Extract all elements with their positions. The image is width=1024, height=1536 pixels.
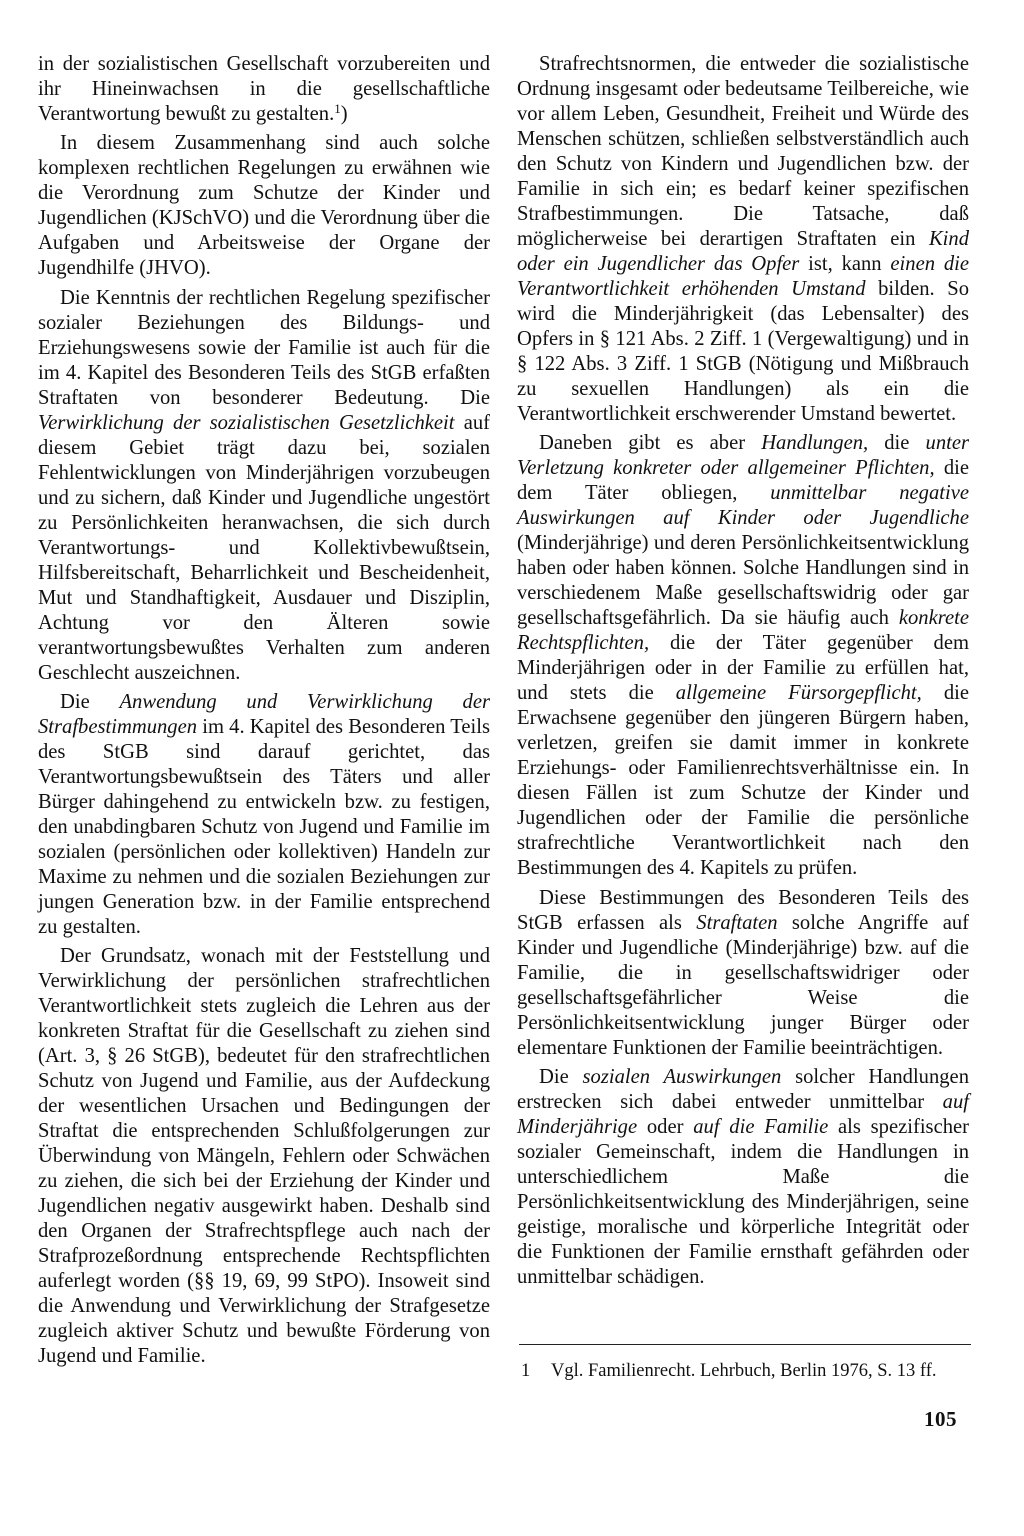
- paragraph: In diesem Zusammenhang sind auch solche komplexen rechtlichen Regelungen zu erwähnen wie die Verordnung zum Schutze der Kinder und Jugendlichen (KJSchVO) und die Verordnung über die Aufgaben und Arbeitsweise der Organe der Jugendhilfe (JHVO).: [38, 132, 490, 279]
- footnote-divider: [519, 1344, 971, 1345]
- emphasis: allgemeine Fürsorgepflicht,: [675, 682, 922, 704]
- emphasis: unmittelbar negative Auswirkungen auf Kinder oder Jugendliche: [517, 482, 969, 529]
- paragraph: Die Anwendung und Verwirklichung der Strafbestimmungen im 4. Kapitel des Besonderen Teils des StGB sind darauf gerichtet, das Verantwortungsbewußtsein des Täters und aller Bürger dahingehend zu entwickeln bzw. zu festigen, den unabdingbaren Schutz von Jugend und Familie im sozialen (persönlichen oder kollektiven) Handeln zur Maxime zu nehmen und die sozialen Beziehungen zur jungen Generation bzw. in der Familie entsprechend zu gestalten.: [38, 691, 490, 938]
- paragraph: Strafrechtsnormen, die entweder die sozialistische Ordnung insgesamt oder bedeutsame Teilbereiche, wie vor allem Leben, Gesundheit, Freiheit und Würde des Menschen schützen, schließen selbstverständlich auch den Schutz von Kindern und Jugendlichen bzw. der Familie in sich ein; es bedarf keiner spezifischen Strafbestimmungen. Die Tatsache, daß möglicherweise bei derartigen Straftaten ein Kind oder ein Jugendlicher das Opfer ist, kann einen die Verantwortlichkeit erhöhenden Umstand bilden. So wird die Minderjährigkeit (das Lebensalter) des Opfers in § 121 Abs. 2 Ziff. 1 (Vergewaltigung) und in § 122 Abs. 3 Ziff. 1 StGB (Nötigung und Mißbrauch zu sexuellen Handlungen) als ein die Verantwortlichkeit erschwerender Umstand bewertet.: [517, 53, 970, 425]
- emphasis: auf Minderjährige: [517, 1091, 969, 1138]
- emphasis: Handlungen,: [761, 432, 869, 454]
- emphasis: unter Verletzung konkreter oder allgemeiner Pflichten,: [517, 432, 969, 479]
- emphasis: sozialen Auswirkungen: [582, 1066, 782, 1088]
- emphasis: Kind oder ein Jugendlicher das Opfer: [517, 228, 969, 275]
- paragraph: Der Grundsatz, wonach mit der Feststellung und Verwirklichung der persönlichen strafrechtlichen Verantwortlichkeit stets zugleich die Lehren aus der konkreten Straftat für die Gesellschaft zu ziehen sind (Art. 3, § 26 StGB), bedeutet für den strafrechtlichen Schutz von Jugend und Familie, aus der Aufdeckung der wesentlichen Ursachen und Bedingungen der Straftat die entsprechenden Schlußfolgerungen zur Überwindung von Mängeln, Fehlern oder Schwächen zu ziehen, die sich bei der Erziehung der Kinder und Jugendlichen negativ ausgewirkt haben. Deshalb sind den Organen der Strafrechtspflege auch nach der Strafprozeßordnung entsprechende Rechtspflichten auferlegt worden (§§ 19, 69, 99 StPO). Insoweit sind die Anwendung und Verwirklichung der Strafgesetze zugleich aktiver Schutz und bewußte Förderung von Jugend und Familie.: [38, 945, 490, 1367]
- paragraph: Daneben gibt es aber Handlungen, die unter Verletzung konkreter oder allgemeiner Pflichten, die dem Täter obliegen, unmittelbar negative Auswirkungen auf Kinder oder Jugendliche (Minderjährige) und deren Persönlichkeitsentwicklung haben oder haben können. Solche Handlungen sind in verschiedenem Maße gesellschaftswidrig oder gar gesellschaftsgefährlich. Da sie häufig auch konkrete Rechtspflichten, die der Täter gegenüber dem Minderjährigen oder in der Familie zu erfüllen hat, und stets die allgemeine Fürsorgepflicht, die Erwachsene gegenüber den jüngeren Bürgern haben, verletzen, greifen sie damit immer in konkrete Erziehungs- oder Familienrechtsverhältnisse ein. In diesen Fällen ist zum Schutze der Kinder und Jugendlichen oder der Familie die persönliche strafrechtliche Verantwortlichkeit nach den Bestimmungen des 4. Kapitels zu prüfen.: [517, 432, 970, 879]
- emphasis: Anwendung und Verwirklichung der Strafbestimmungen: [38, 691, 490, 738]
- paragraph: Die Kenntnis der rechtlichen Regelung spezifischer sozialer Beziehungen des Bildungs- und Erziehungswesens sowie der Familie ist auch für die im 4. Kapitel des Besonderen Teils des StGB erfaßten Straftaten von besonderer Bedeutung. Die Verwirklichung der sozialistischen Gesetzlichkeit auf diesem Gebiet trägt dazu bei, sozialen Fehlentwicklungen von Minderjährigen vorzubeugen und zu sichern, daß Kinder und Jugendliche ungestört zu Persönlichkeiten heranwachsen, die sich durch Verantwortungs- und Kollektivbewußtsein, Hilfsbereitschaft, Beharrlichkeit und Bescheidenheit, Mut und Standhaftigkeit, Ausdauer und Disziplin, Achtung vor den Älteren sowie verantwortungsbewußtes Verhalten zum anderen Geschlecht auszeichnen.: [38, 287, 491, 684]
- footnote-number: 1: [521, 1361, 531, 1381]
- emphasis: Verwirklichung der sozialistischen Gesetzlichkeit: [38, 412, 455, 434]
- right-column: [517, 52, 969, 1294]
- left-column: [38, 52, 490, 1373]
- paragraph: in der sozialistischen Gesellschaft vorzubereiten und ihr Hineinwachsen in die gesellschaftliche Verantwortung bewußt zu gestalten.$^1$): [38, 53, 490, 125]
- paragraph: Die sozialen Auswirkungen solcher Handlungen erstrecken sich dabei entweder unmittelbar auf Minderjährige oder auf die Familie als spezifischer sozialer Gemeinschaft, indem die Handlungen in unterschiedlichem Maße die Persönlichkeitsentwicklung des Minderjährigen, seine geistige, moralische und körperliche Integrität oder die Funktionen der Familie ernsthaft gefährden oder unmittelbar schädigen.: [517, 1066, 970, 1288]
- emphasis: konkrete Rechtspflichten,: [517, 607, 969, 654]
- paragraph: Diese Bestimmungen des Besonderen Teils des StGB erfassen als Straftaten solche Angriffe auf Kinder und Jugendliche (Minderjährige) bzw. auf die Familie, die in gesellschaftswidriger oder gesellschaftsgefährlicher Weise die Persönlichkeitsentwicklung junger Bürger oder elementare Funktionen der Familie beeinträchtigen.: [517, 887, 969, 1059]
- page-number: 105: [924, 1407, 957, 1431]
- footnote-ref: 1: [334, 101, 341, 116]
- emphasis: einen die Verantwortlichkeit erhöhenden Umstand: [517, 253, 969, 300]
- footnote-text: Vgl. Familienrecht. Lehrbuch, Berlin 1976, S. 13 ff.: [551, 1361, 937, 1381]
- emphasis: Straftaten: [696, 912, 778, 934]
- footnote: [521, 1360, 981, 1382]
- emphasis: auf die Familie: [693, 1116, 829, 1138]
